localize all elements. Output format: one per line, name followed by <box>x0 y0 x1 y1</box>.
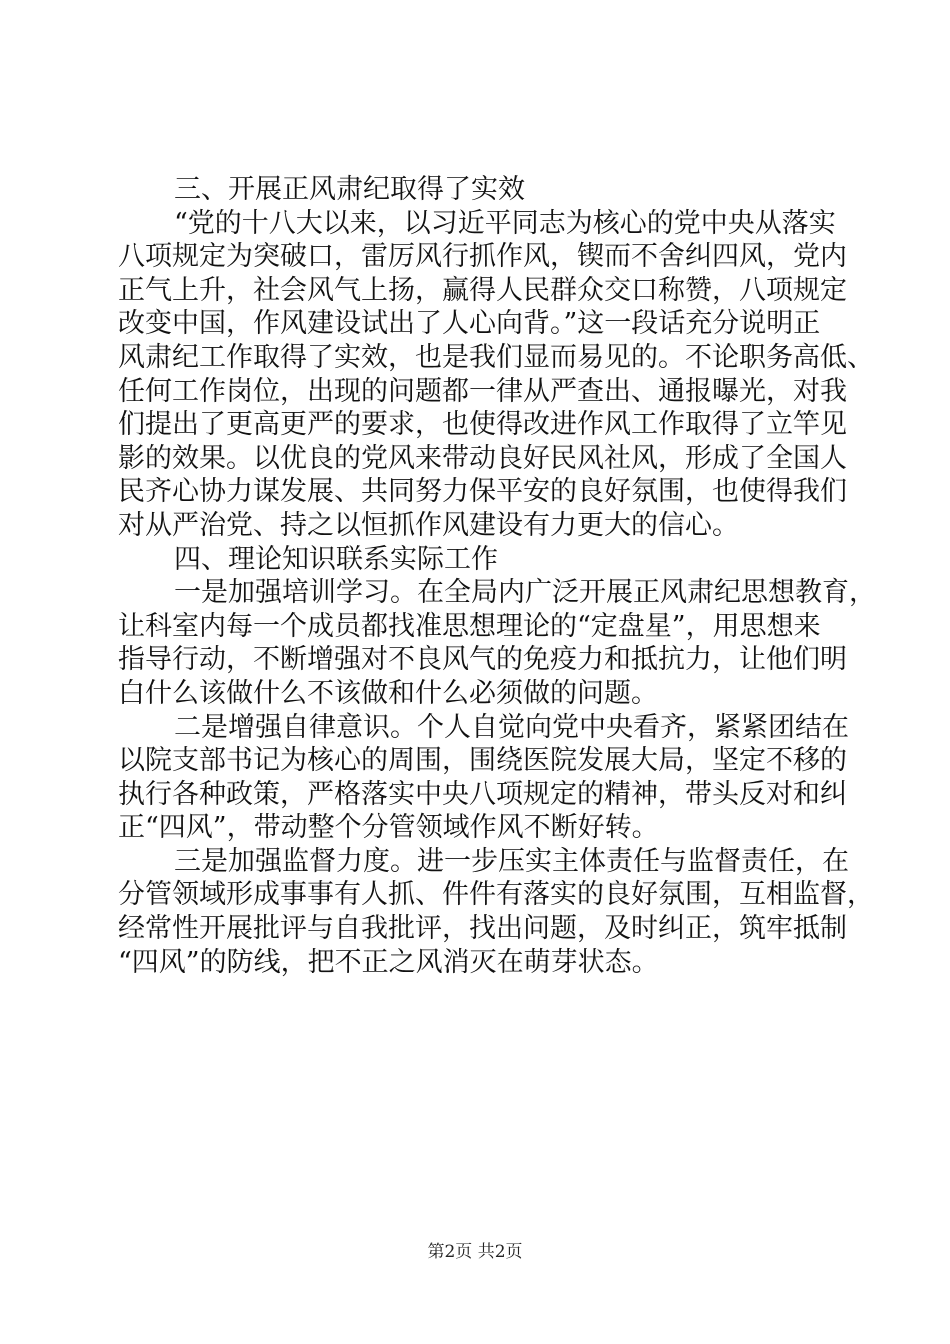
page-footer <box>0 1242 950 1262</box>
paragraph-line: 影的效果。以优良的党风来带动良好民风社风，形成了全国人 <box>118 442 847 474</box>
section-heading-4: 四、理论知识联系实际工作 <box>174 543 498 575</box>
paragraph-line: 对从严治党、持之以恒抓作风建设有力更大的信心。 <box>118 509 739 541</box>
section-heading-3: 三、开展正风肃纪取得了实效 <box>174 174 525 205</box>
paragraph-line: 正“四风”，带动整个分管领域作风不断好转。 <box>118 812 659 844</box>
paragraph-line: 执行各种政策，严格落实中央八项规定的精神，带头反对和纠 <box>118 778 847 810</box>
paragraph-line: 风肃纪工作取得了实效，也是我们显而易见的。不论职务高低、 <box>118 341 874 373</box>
page-number-label: 第2页 共2页 <box>427 1242 523 1262</box>
document-body <box>118 173 876 979</box>
paragraph-line: “四风”的防线，把不正之风消灭在萌芽状态。 <box>118 946 659 978</box>
paragraph-line: 白什么该做什么不该做和什么必须做的问题。 <box>118 677 658 709</box>
paragraph-line: “党的十八大以来，以习近平同志为核心的党中央从落实 <box>174 207 836 239</box>
paragraph-line: 指导行动，不断增强对不良风气的免疫力和抵抗力，让他们明 <box>118 644 847 676</box>
paragraph-line: 们提出了更高更严的要求，也使得改进作风工作取得了立竿见 <box>118 409 847 441</box>
paragraph-line: 民齐心协力谋发展、共同努力保平安的良好氛围，也使得我们 <box>118 476 847 508</box>
paragraph-line: 任何工作岗位，出现的问题都一律从严查出、通报曝光，对我 <box>118 375 847 407</box>
paragraph-line: 以院支部书记为核心的周围，围绕医院发展大局，坚定不移的 <box>118 745 847 777</box>
paragraph-line: 分管领域形成事事有人抓、件件有落实的良好氛围，互相监督， <box>118 879 874 911</box>
paragraph-line: 八项规定为突破口，雷厉风行抓作风，锲而不舍纠四风，党内 <box>118 241 847 273</box>
paragraph-line: 让科室内每一个成员都找准思想理论的“定盘星”，用思想来 <box>118 610 821 642</box>
paragraph-line: 二是增强自律意识。个人自觉向党中央看齐，紧紧团结在 <box>174 711 849 743</box>
paragraph-line: 一是加强培训学习。在全局内广泛开展正风肃纪思想教育， <box>174 577 876 609</box>
paragraph-line: 经常性开展批评与自我批评，找出问题，及时纠正，筑牢抵制 <box>118 913 847 945</box>
paragraph-line: 正气上升，社会风气上扬，赢得人民群众交口称赞，八项规定 <box>118 274 847 306</box>
paragraph-line: 三是加强监督力度。进一步压实主体责任与监督责任，在 <box>174 845 849 877</box>
paragraph-line: 改变中国，作风建设试出了人心向背。”这一段话充分说明正 <box>118 308 821 340</box>
